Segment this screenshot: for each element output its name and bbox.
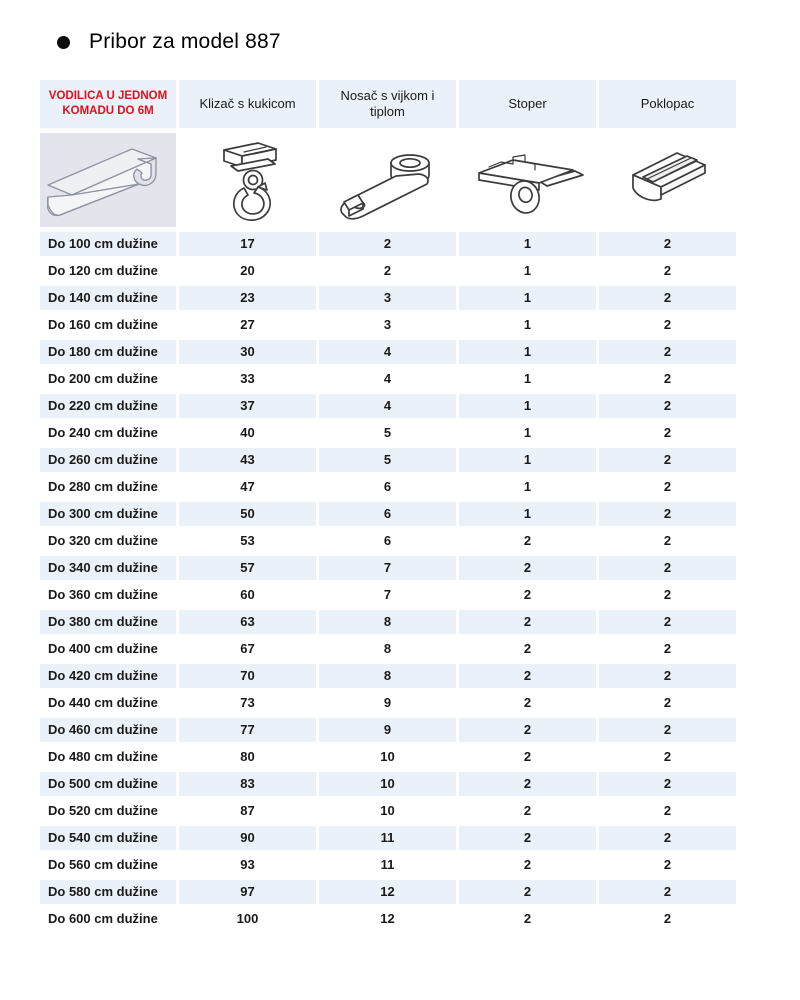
- row-value: 2: [599, 799, 736, 823]
- table-row: [40, 259, 736, 283]
- row-label: Do 420 cm dužine: [40, 664, 176, 688]
- row-label: Do 480 cm dužine: [40, 745, 176, 769]
- row-value: 53: [179, 529, 316, 553]
- table-row: [40, 664, 736, 688]
- row-value: 37: [179, 394, 316, 418]
- row-value: 4: [319, 340, 456, 364]
- table-row: [40, 286, 736, 310]
- table-header-row: [40, 80, 736, 128]
- row-label: Do 260 cm dužine: [40, 448, 176, 472]
- table-row: [40, 340, 736, 364]
- row-value: 2: [599, 907, 736, 931]
- row-value: 2: [599, 259, 736, 283]
- row-value: 2: [599, 853, 736, 877]
- row-value: 1: [459, 313, 596, 337]
- row-value: 23: [179, 286, 316, 310]
- table-row: [40, 529, 736, 553]
- row-value: 2: [459, 664, 596, 688]
- row-label: Do 400 cm dužine: [40, 637, 176, 661]
- row-value: 2: [459, 907, 596, 931]
- endcap-image-cell: [599, 131, 736, 229]
- row-label: Do 100 cm dužine: [40, 232, 176, 256]
- row-value: 2: [459, 772, 596, 796]
- row-label: Do 460 cm dužine: [40, 718, 176, 742]
- row-value: 27: [179, 313, 316, 337]
- row-value: 87: [179, 799, 316, 823]
- row-value: 11: [319, 853, 456, 877]
- column-header-stoper: Stoper: [459, 80, 596, 128]
- row-label: Do 380 cm dužine: [40, 610, 176, 634]
- row-value: 70: [179, 664, 316, 688]
- row-value: 1: [459, 502, 596, 526]
- row-value: 2: [599, 826, 736, 850]
- row-value: 77: [179, 718, 316, 742]
- row-value: 90: [179, 826, 316, 850]
- row-value: 9: [319, 691, 456, 715]
- row-value: 2: [599, 232, 736, 256]
- row-label: Do 600 cm dužine: [40, 907, 176, 931]
- row-value: 2: [599, 556, 736, 580]
- row-value: 2: [599, 610, 736, 634]
- table-row: [40, 448, 736, 472]
- row-label: Do 440 cm dužine: [40, 691, 176, 715]
- row-value: 43: [179, 448, 316, 472]
- table-body: [40, 232, 736, 931]
- row-value: 3: [319, 313, 456, 337]
- row-value: 2: [599, 637, 736, 661]
- row-value: 1: [459, 475, 596, 499]
- row-value: 1: [459, 421, 596, 445]
- row-value: 2: [459, 529, 596, 553]
- row-value: 2: [599, 313, 736, 337]
- row-value: 12: [319, 880, 456, 904]
- table-row: [40, 718, 736, 742]
- stopper-image: [469, 143, 587, 215]
- row-value: 93: [179, 853, 316, 877]
- column-header-vodilica: VODILICA U JEDNOM KOMADU DO 6M: [40, 80, 176, 128]
- row-label: Do 300 cm dužine: [40, 502, 176, 526]
- row-label: Do 160 cm dužine: [40, 313, 176, 337]
- row-value: 1: [459, 367, 596, 391]
- product-image-row: [40, 131, 736, 229]
- row-value: 2: [459, 880, 596, 904]
- row-value: 2: [459, 583, 596, 607]
- bracket-image-cell: [319, 131, 456, 229]
- table-row: [40, 772, 736, 796]
- row-label: Do 500 cm dužine: [40, 772, 176, 796]
- row-value: 63: [179, 610, 316, 634]
- rail-image-cell: [40, 131, 176, 229]
- table-row: [40, 637, 736, 661]
- table-row: [40, 691, 736, 715]
- row-value: 7: [319, 556, 456, 580]
- column-header-poklopac: Poklopac: [599, 80, 736, 128]
- row-label: Do 320 cm dužine: [40, 529, 176, 553]
- row-value: 97: [179, 880, 316, 904]
- row-value: 2: [599, 367, 736, 391]
- row-value: 8: [319, 610, 456, 634]
- row-value: 5: [319, 421, 456, 445]
- table-row: [40, 421, 736, 445]
- table-row: [40, 853, 736, 877]
- page-title-row: [0, 0, 800, 54]
- row-label: Do 220 cm dužine: [40, 394, 176, 418]
- row-value: 33: [179, 367, 316, 391]
- row-label: Do 560 cm dužine: [40, 853, 176, 877]
- row-label: Do 340 cm dužine: [40, 556, 176, 580]
- row-value: 6: [319, 475, 456, 499]
- column-header-nosac: Nosač s vijkom i tiplom: [319, 80, 456, 128]
- row-value: 1: [459, 448, 596, 472]
- table-row: [40, 502, 736, 526]
- row-value: 2: [599, 421, 736, 445]
- row-value: 2: [599, 880, 736, 904]
- row-value: 2: [459, 853, 596, 877]
- row-value: 10: [319, 799, 456, 823]
- row-value: 60: [179, 583, 316, 607]
- row-value: 20: [179, 259, 316, 283]
- glider-with-hook-image: [204, 135, 292, 229]
- end-cap-image: [619, 143, 717, 207]
- row-label: Do 120 cm dužine: [40, 259, 176, 283]
- row-value: 11: [319, 826, 456, 850]
- column-header-klizac: Klizač s kukicom: [179, 80, 316, 128]
- row-value: 10: [319, 745, 456, 769]
- row-value: 2: [599, 664, 736, 688]
- row-value: 1: [459, 394, 596, 418]
- row-value: 2: [599, 448, 736, 472]
- row-value: 2: [459, 799, 596, 823]
- row-value: 2: [319, 259, 456, 283]
- row-value: 2: [459, 826, 596, 850]
- row-value: 2: [599, 286, 736, 310]
- table-row: [40, 610, 736, 634]
- row-label: Do 180 cm dužine: [40, 340, 176, 364]
- table-row: [40, 475, 736, 499]
- rail-profile-image: [40, 133, 176, 227]
- row-value: 2: [599, 745, 736, 769]
- row-value: 8: [319, 664, 456, 688]
- row-value: 80: [179, 745, 316, 769]
- row-value: 2: [459, 718, 596, 742]
- row-value: 2: [459, 610, 596, 634]
- row-label: Do 280 cm dužine: [40, 475, 176, 499]
- row-value: 2: [599, 583, 736, 607]
- row-value: 3: [319, 286, 456, 310]
- table-row: [40, 232, 736, 256]
- row-value: 40: [179, 421, 316, 445]
- row-value: 2: [319, 232, 456, 256]
- table-row: [40, 556, 736, 580]
- table-row: [40, 583, 736, 607]
- row-value: 2: [459, 745, 596, 769]
- row-value: 2: [599, 718, 736, 742]
- row-value: 17: [179, 232, 316, 256]
- stopper-image-cell: [459, 131, 596, 229]
- row-value: 73: [179, 691, 316, 715]
- row-value: 1: [459, 232, 596, 256]
- row-value: 57: [179, 556, 316, 580]
- row-value: 2: [459, 637, 596, 661]
- row-value: 2: [599, 691, 736, 715]
- row-value: 6: [319, 502, 456, 526]
- page-title: Pribor za model 887: [89, 30, 281, 53]
- table-row: [40, 799, 736, 823]
- row-value: 1: [459, 286, 596, 310]
- row-value: 12: [319, 907, 456, 931]
- bracket-with-screw-anchor-image: [328, 143, 448, 223]
- row-value: 67: [179, 637, 316, 661]
- row-value: 4: [319, 394, 456, 418]
- glider-image-cell: [179, 131, 316, 229]
- row-value: 7: [319, 583, 456, 607]
- row-value: 1: [459, 340, 596, 364]
- row-value: 9: [319, 718, 456, 742]
- row-value: 8: [319, 637, 456, 661]
- row-value: 10: [319, 772, 456, 796]
- row-label: Do 580 cm dužine: [40, 880, 176, 904]
- row-value: 2: [599, 340, 736, 364]
- table-row: [40, 367, 736, 391]
- accessories-table: [40, 80, 736, 931]
- row-value: 83: [179, 772, 316, 796]
- table-row: [40, 394, 736, 418]
- table-row: [40, 880, 736, 904]
- row-label: Do 240 cm dužine: [40, 421, 176, 445]
- row-label: Do 360 cm dužine: [40, 583, 176, 607]
- table-row: [40, 745, 736, 769]
- row-value: 4: [319, 367, 456, 391]
- row-value: 6: [319, 529, 456, 553]
- row-value: 50: [179, 502, 316, 526]
- row-value: 100: [179, 907, 316, 931]
- row-value: 47: [179, 475, 316, 499]
- row-value: 2: [599, 529, 736, 553]
- row-value: 2: [599, 772, 736, 796]
- row-value: 30: [179, 340, 316, 364]
- row-label: Do 540 cm dužine: [40, 826, 176, 850]
- row-value: 2: [459, 556, 596, 580]
- row-value: 5: [319, 448, 456, 472]
- row-value: 1: [459, 259, 596, 283]
- bullet-icon: [57, 36, 70, 49]
- table-row: [40, 826, 736, 850]
- row-label: Do 520 cm dužine: [40, 799, 176, 823]
- row-label: Do 140 cm dužine: [40, 286, 176, 310]
- row-value: 2: [599, 502, 736, 526]
- row-value: 2: [599, 394, 736, 418]
- row-value: 2: [599, 475, 736, 499]
- row-value: 2: [459, 691, 596, 715]
- row-label: Do 200 cm dužine: [40, 367, 176, 391]
- table-row: [40, 907, 736, 931]
- table-row: [40, 313, 736, 337]
